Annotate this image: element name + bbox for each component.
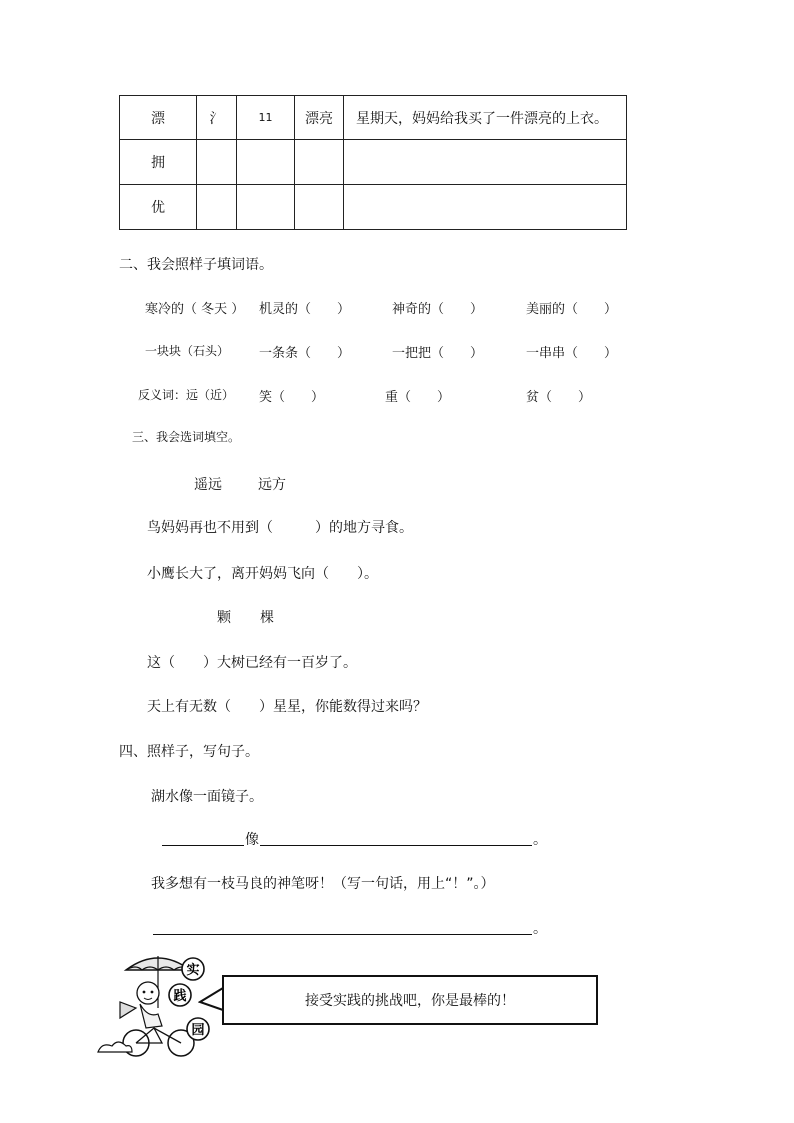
- table-cell-radical[interactable]: [197, 185, 237, 230]
- character-table: [119, 95, 627, 230]
- section4-title: 四、照样子，写句子。: [119, 744, 259, 760]
- fill-sentence: 鸟妈妈再也不用到（ ）的地方寻食。: [147, 520, 413, 536]
- fill-item: 重（ ）: [385, 390, 451, 405]
- speech-bubble: 接受实践的挑战吧，你是最棒的！: [222, 975, 598, 1025]
- table-cell-word: 漂亮: [295, 96, 344, 140]
- fill-item: 美丽的（ ）: [526, 302, 618, 317]
- answer-blank-line[interactable]: [162, 845, 244, 846]
- table-cell-word[interactable]: [295, 140, 344, 185]
- table-cell-char: 漂: [120, 96, 197, 140]
- fill-sentence: 小鹰长大了，离开妈妈飞向（ ）。: [147, 566, 378, 582]
- table-cell-word[interactable]: [295, 185, 344, 230]
- blank-middle-word: 像: [245, 832, 259, 848]
- example-sentence: 湖水像一面镜子。: [151, 789, 263, 805]
- table-cell-sentence: 星期天，妈妈给我买了一件漂亮的上衣。: [344, 96, 627, 140]
- badge-char: 践: [173, 989, 187, 1004]
- word-choice: 颗: [217, 610, 231, 626]
- word-choice: 遥远: [194, 477, 222, 493]
- table-cell-strokes[interactable]: [237, 185, 295, 230]
- end-mark: 。: [533, 832, 547, 848]
- fill-item: 一条条（ ）: [259, 346, 351, 361]
- fill-item: 机灵的（ ）: [259, 302, 351, 317]
- end-mark: 。: [533, 921, 547, 937]
- table-row: [120, 96, 627, 140]
- fill-item: 一把把（ ）: [392, 346, 484, 361]
- table-cell-sentence[interactable]: [344, 140, 627, 185]
- word-choice: 远方: [258, 477, 286, 493]
- word-choice: 棵: [260, 610, 274, 626]
- section2-title: 二、我会照样子填词语。: [119, 257, 273, 273]
- answer-blank-line[interactable]: [260, 845, 532, 846]
- fill-item: 笑（ ）: [259, 390, 325, 405]
- fill-item: 寒冷的（ 冬天 ）: [145, 302, 245, 317]
- badge-char: 园: [191, 1023, 205, 1038]
- table-cell-char: 优: [120, 185, 197, 230]
- answer-blank-line[interactable]: [153, 934, 532, 935]
- table-row: [120, 140, 627, 185]
- fill-item: 贫（ ）: [526, 390, 592, 405]
- fill-item: 反义词：远（近）: [138, 388, 235, 402]
- fill-item: 神奇的（ ）: [392, 302, 484, 317]
- badge-char: 实: [186, 963, 200, 978]
- table-cell-radical: 氵: [197, 96, 237, 140]
- table-cell-strokes[interactable]: [237, 140, 295, 185]
- fill-item: 一串串（ ）: [526, 346, 618, 361]
- fill-sentence: 天上有无数（ ）星星，你能数得过来吗？: [147, 699, 427, 715]
- section3-title: 三、我会选词填空。: [132, 430, 241, 444]
- table-row: [120, 185, 627, 230]
- table-cell-strokes: 11: [237, 96, 295, 140]
- table-cell-char: 拥: [120, 140, 197, 185]
- fill-sentence: 这（ ）大树已经有一百岁了。: [147, 655, 357, 671]
- table-cell-sentence[interactable]: [344, 185, 627, 230]
- fill-item: 一块块（石头）: [145, 344, 230, 358]
- table-cell-radical[interactable]: [197, 140, 237, 185]
- writing-prompt: 我多想有一枝马良的神笔呀！（写一句话，用上“！”。）: [151, 876, 495, 892]
